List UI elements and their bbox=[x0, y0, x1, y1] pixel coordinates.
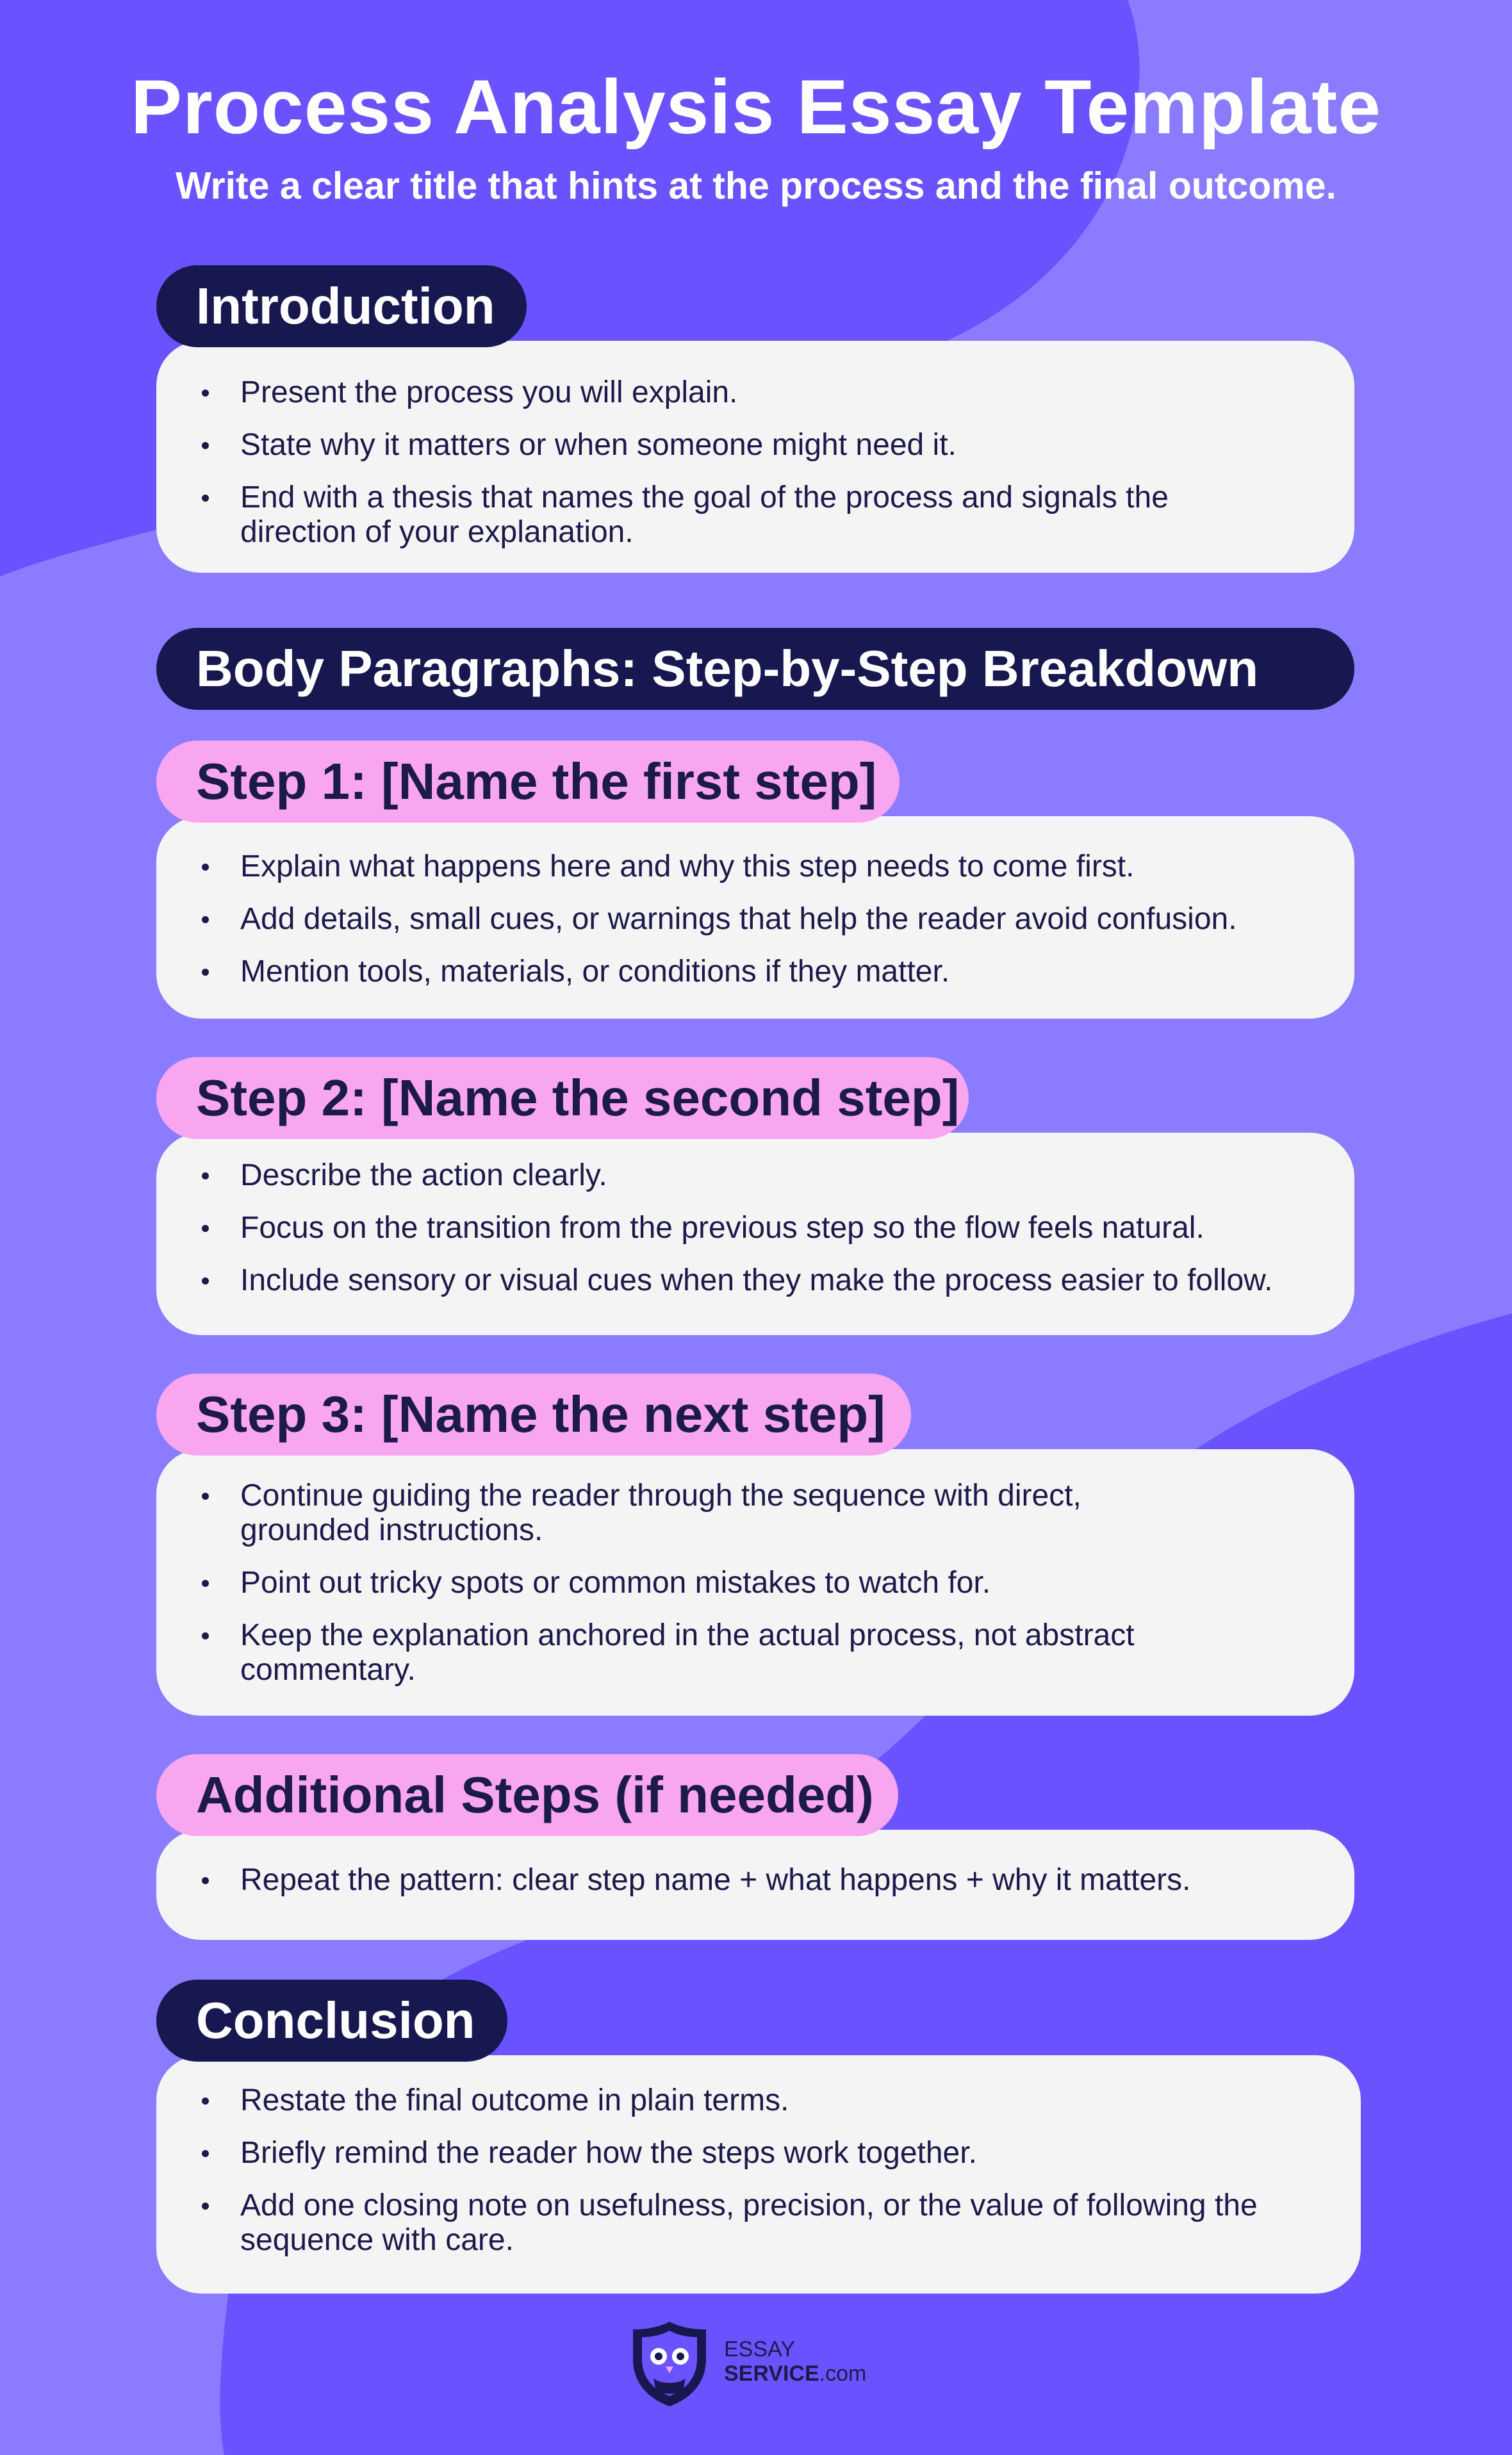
step-3-card bbox=[156, 1449, 1354, 1716]
bullet-icon bbox=[202, 969, 209, 976]
conclusion-section bbox=[156, 1980, 1361, 2294]
essayservice-logo[interactable] bbox=[628, 2319, 897, 2409]
bullet-icon bbox=[202, 442, 209, 449]
list-item: Add details, small cues, or warnings that help the reader avoid confusion. bbox=[240, 902, 1297, 937]
bullet-icon bbox=[202, 2098, 209, 2105]
bullet-icon bbox=[202, 2150, 209, 2157]
step-3-section bbox=[156, 1374, 1354, 1716]
page-subtitle: Write a clear title that hints at the process and the final outcome. bbox=[176, 165, 1336, 207]
bullet-icon bbox=[202, 1172, 209, 1179]
bullet-icon bbox=[202, 495, 209, 502]
list-item: Repeat the pattern: clear step name + what happens + why it matters. bbox=[240, 1863, 1297, 1898]
body-paragraphs-banner: Body Paragraphs: Step-by-Step Breakdown bbox=[156, 628, 1354, 710]
introduction-section bbox=[156, 265, 1354, 573]
owl-shield-icon bbox=[628, 2319, 711, 2409]
list-item: Add one closing note on usefulness, precision, or the value of following the sequence with care. bbox=[240, 2188, 1265, 2258]
list-item: Include sensory or visual cues when they make the process easier to follow. bbox=[240, 1263, 1297, 1298]
step-2-card bbox=[156, 1133, 1354, 1335]
bullet-icon bbox=[202, 1493, 209, 1500]
conclusion-card bbox=[156, 2055, 1361, 2294]
list-item: State why it matters or when someone might need it. bbox=[240, 428, 1297, 463]
list-item: Briefly remind the reader how the steps work together. bbox=[240, 2136, 1297, 2171]
additional-steps-card bbox=[156, 1830, 1354, 1940]
bullet-icon bbox=[202, 1277, 209, 1285]
conclusion-heading: Conclusion bbox=[156, 1980, 507, 2062]
additional-steps-section bbox=[156, 1754, 1354, 1940]
list-item: Focus on the transition from the previous step so the flow feels natural. bbox=[240, 1211, 1297, 1245]
list-item: Describe the action clearly. bbox=[240, 1158, 1297, 1193]
list-item: Mention tools, materials, or conditions if they matter. bbox=[240, 955, 1297, 989]
bullet-icon bbox=[202, 390, 209, 397]
bullet-icon bbox=[202, 1225, 209, 1232]
step-2-section bbox=[156, 1057, 1354, 1335]
list-item: Keep the explanation anchored in the actual process, not abstract commentary. bbox=[240, 1618, 1214, 1687]
additional-steps-heading: Additional Steps (if needed) bbox=[156, 1754, 898, 1836]
step-1-card bbox=[156, 816, 1354, 1019]
list-item: Continue guiding the reader through the sequence with direct, grounded instructions. bbox=[240, 1479, 1201, 1548]
list-item: Explain what happens here and why this step needs to come first. bbox=[240, 850, 1297, 884]
list-item: Present the process you will explain. bbox=[240, 375, 1297, 410]
list-item: Restate the final outcome in plain terms. bbox=[240, 2083, 1297, 2118]
introduction-heading: Introduction bbox=[156, 265, 527, 347]
logo-text: ESSAY SERVICE.com bbox=[724, 2337, 867, 2386]
step-1-heading: Step 1: [Name the first step] bbox=[156, 741, 900, 823]
bullet-icon bbox=[202, 1632, 209, 1639]
step-3-heading: Step 3: [Name the next step] bbox=[156, 1374, 911, 1456]
list-item: Point out tricky spots or common mistakes to watch for. bbox=[240, 1566, 1297, 1600]
bullet-icon bbox=[202, 864, 209, 871]
step-1-section bbox=[156, 741, 1354, 1019]
step-2-heading: Step 2: [Name the second step] bbox=[156, 1057, 969, 1139]
introduction-card bbox=[156, 341, 1354, 573]
list-item: End with a thesis that names the goal of the process and signals the direction of your explanation. bbox=[240, 480, 1240, 550]
bullet-icon bbox=[202, 2203, 209, 2210]
page-title: Process Analysis Essay Template bbox=[130, 64, 1382, 150]
bullet-icon bbox=[202, 1877, 209, 1884]
bullet-icon bbox=[202, 1580, 209, 1587]
bullet-icon bbox=[202, 916, 209, 923]
